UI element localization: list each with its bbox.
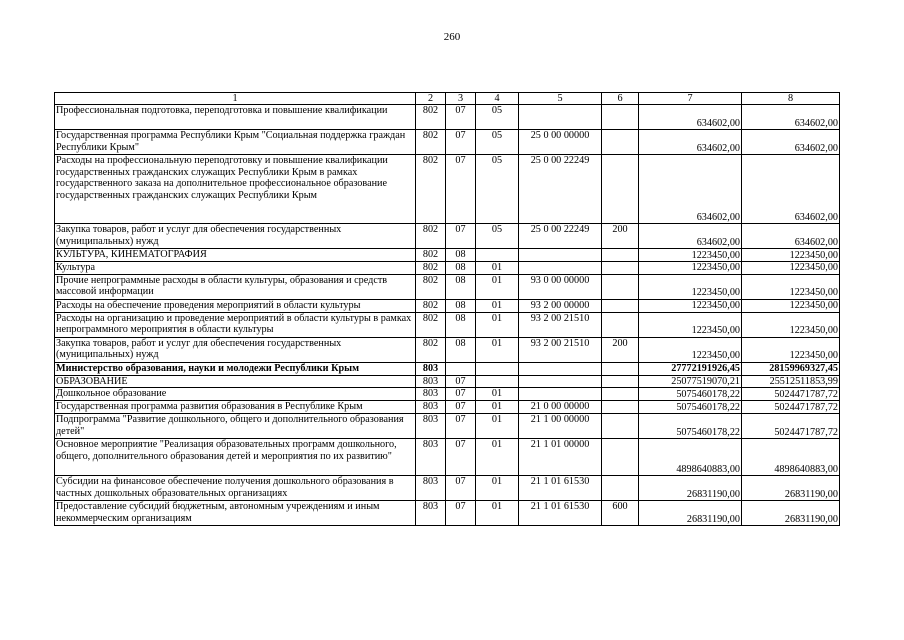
cell-ved: 802 <box>416 274 446 299</box>
table-row <box>55 362 840 375</box>
table-row <box>55 337 840 362</box>
cell-expense-type <box>602 414 639 439</box>
cell-expense-type <box>602 362 639 375</box>
cell-name: Государственная программа Республики Крым "Социальная поддержка граждан Республики Крым" <box>55 130 416 155</box>
cell-section: 07 <box>446 105 476 130</box>
table-row <box>55 476 840 501</box>
cell-sum-year-1: 5075460178,22 <box>639 401 742 414</box>
cell-target-article: 93 2 00 21510 <box>519 337 602 362</box>
cell-section: 07 <box>446 401 476 414</box>
cell-ved: 802 <box>416 337 446 362</box>
cell-subsection: 01 <box>476 388 519 401</box>
cell-target-article: 93 2 00 00000 <box>519 299 602 312</box>
cell-ved: 803 <box>416 414 446 439</box>
cell-target-article <box>519 362 602 375</box>
table-row <box>55 501 840 526</box>
cell-section: 08 <box>446 262 476 274</box>
cell-name: Расходы на обеспечение проведения мероприятий в области культуры <box>55 299 416 312</box>
cell-subsection: 01 <box>476 401 519 414</box>
cell-sum-year-1: 1223450,00 <box>639 299 742 312</box>
table-row <box>55 414 840 439</box>
cell-section <box>446 362 476 375</box>
cell-target-article: 21 0 00 00000 <box>519 401 602 414</box>
cell-name: Министерство образования, науки и молодежи Республики Крым <box>55 362 416 375</box>
header-col-5: 5 <box>519 93 602 105</box>
cell-name: Расходы на организацию и проведение мероприятий в области культуры в рамках непрограммного мероприятия в области культуры <box>55 312 416 337</box>
cell-sum-year-2: 1223450,00 <box>742 337 840 362</box>
table-row <box>55 224 840 249</box>
cell-ved: 802 <box>416 155 446 224</box>
cell-expense-type <box>602 249 639 262</box>
budget-table <box>54 92 840 526</box>
cell-section: 07 <box>446 414 476 439</box>
cell-expense-type <box>602 439 639 476</box>
cell-name: Субсидии на финансовое обеспечение получения дошкольного образования в частных дошкольных образовательных организациях <box>55 476 416 501</box>
cell-sum-year-2: 5024471787,72 <box>742 401 840 414</box>
header-row <box>55 93 840 105</box>
cell-ved: 802 <box>416 312 446 337</box>
cell-section: 07 <box>446 388 476 401</box>
cell-sum-year-2: 634602,00 <box>742 224 840 249</box>
cell-sum-year-1: 1223450,00 <box>639 262 742 274</box>
cell-name: Профессиональная подготовка, переподготовка и повышение квалификации <box>55 105 416 130</box>
cell-section: 07 <box>446 155 476 224</box>
cell-sum-year-2: 634602,00 <box>742 130 840 155</box>
cell-sum-year-2: 1223450,00 <box>742 299 840 312</box>
table-row <box>55 249 840 262</box>
cell-target-article <box>519 375 602 387</box>
cell-section: 07 <box>446 501 476 526</box>
cell-sum-year-2: 5024471787,72 <box>742 414 840 439</box>
table-row <box>55 274 840 299</box>
cell-target-article: 21 1 01 61530 <box>519 501 602 526</box>
cell-section: 08 <box>446 337 476 362</box>
cell-ved: 802 <box>416 249 446 262</box>
cell-sum-year-2: 634602,00 <box>742 105 840 130</box>
cell-section: 08 <box>446 299 476 312</box>
cell-subsection: 05 <box>476 105 519 130</box>
cell-sum-year-1: 25077519070,21 <box>639 375 742 387</box>
header-col-8: 8 <box>742 93 840 105</box>
cell-ved: 803 <box>416 439 446 476</box>
cell-sum-year-2: 634602,00 <box>742 155 840 224</box>
cell-sum-year-2: 26831190,00 <box>742 501 840 526</box>
cell-ved: 802 <box>416 105 446 130</box>
cell-name: Расходы на профессиональную переподготовку и повышение квалификации государственных гражданских служащих Республики Крым в рамках государственного заказа на дополнительное профессиональное образование государственных гражданских служащих Республики Крым <box>55 155 416 224</box>
cell-sum-year-1: 634602,00 <box>639 105 742 130</box>
cell-sum-year-2: 1223450,00 <box>742 249 840 262</box>
header-col-1: 1 <box>55 93 416 105</box>
cell-subsection: 01 <box>476 476 519 501</box>
cell-ved: 803 <box>416 476 446 501</box>
table-row <box>55 299 840 312</box>
cell-sum-year-1: 1223450,00 <box>639 249 742 262</box>
cell-expense-type: 200 <box>602 337 639 362</box>
cell-sum-year-1: 1223450,00 <box>639 337 742 362</box>
cell-expense-type <box>602 130 639 155</box>
cell-subsection: 05 <box>476 130 519 155</box>
cell-ved: 802 <box>416 262 446 274</box>
cell-name: КУЛЬТУРА, КИНЕМАТОГРАФИЯ <box>55 249 416 262</box>
cell-subsection: 01 <box>476 262 519 274</box>
table-row <box>55 439 840 476</box>
table-row <box>55 312 840 337</box>
table-row <box>55 375 840 387</box>
cell-target-article: 21 1 00 00000 <box>519 414 602 439</box>
header-col-7: 7 <box>639 93 742 105</box>
cell-target-article: 21 1 01 61530 <box>519 476 602 501</box>
cell-target-article: 25 0 00 22249 <box>519 224 602 249</box>
cell-ved: 803 <box>416 362 446 375</box>
cell-section: 07 <box>446 439 476 476</box>
cell-sum-year-2: 1223450,00 <box>742 262 840 274</box>
cell-expense-type <box>602 312 639 337</box>
cell-subsection: 05 <box>476 224 519 249</box>
table-row <box>55 155 840 224</box>
cell-target-article: 25 0 00 22249 <box>519 155 602 224</box>
cell-sum-year-1: 634602,00 <box>639 224 742 249</box>
header-col-2: 2 <box>416 93 446 105</box>
cell-ved: 802 <box>416 224 446 249</box>
cell-name: Прочие непрограммные расходы в области культуры, образования и средств массовой информации <box>55 274 416 299</box>
cell-subsection: 05 <box>476 155 519 224</box>
cell-expense-type <box>602 262 639 274</box>
cell-target-article <box>519 388 602 401</box>
cell-sum-year-1: 26831190,00 <box>639 501 742 526</box>
table-row <box>55 262 840 274</box>
cell-sum-year-1: 5075460178,22 <box>639 414 742 439</box>
cell-subsection <box>476 249 519 262</box>
cell-sum-year-2: 26831190,00 <box>742 476 840 501</box>
header-col-4: 4 <box>476 93 519 105</box>
cell-ved: 803 <box>416 401 446 414</box>
cell-sum-year-1: 27772191926,45 <box>639 362 742 375</box>
cell-expense-type <box>602 155 639 224</box>
cell-section: 08 <box>446 312 476 337</box>
cell-section: 07 <box>446 476 476 501</box>
cell-subsection: 01 <box>476 312 519 337</box>
cell-subsection: 01 <box>476 337 519 362</box>
cell-sum-year-2: 25512511853,99 <box>742 375 840 387</box>
header-col-3: 3 <box>446 93 476 105</box>
cell-sum-year-1: 1223450,00 <box>639 274 742 299</box>
cell-section: 07 <box>446 130 476 155</box>
cell-ved: 802 <box>416 130 446 155</box>
cell-sum-year-1: 4898640883,00 <box>639 439 742 476</box>
cell-target-article: 93 2 00 21510 <box>519 312 602 337</box>
table-row <box>55 388 840 401</box>
cell-name: Предоставление субсидий бюджетным, автономным учреждениям и иным некоммерческим организациям <box>55 501 416 526</box>
cell-name: Государственная программа развития образования в Республике Крым <box>55 401 416 414</box>
cell-subsection: 01 <box>476 439 519 476</box>
cell-subsection <box>476 362 519 375</box>
cell-target-article <box>519 105 602 130</box>
cell-target-article: 25 0 00 00000 <box>519 130 602 155</box>
cell-sum-year-1: 1223450,00 <box>639 312 742 337</box>
cell-sum-year-1: 634602,00 <box>639 130 742 155</box>
cell-sum-year-2: 28159969327,45 <box>742 362 840 375</box>
cell-section: 07 <box>446 375 476 387</box>
cell-ved: 802 <box>416 299 446 312</box>
cell-name: Культура <box>55 262 416 274</box>
table-row <box>55 105 840 130</box>
cell-section: 07 <box>446 224 476 249</box>
cell-subsection: 01 <box>476 274 519 299</box>
cell-name: ОБРАЗОВАНИЕ <box>55 375 416 387</box>
table-row <box>55 401 840 414</box>
cell-name: Дошкольное образование <box>55 388 416 401</box>
cell-ved: 803 <box>416 388 446 401</box>
cell-ved: 803 <box>416 501 446 526</box>
cell-subsection: 01 <box>476 299 519 312</box>
cell-subsection <box>476 375 519 387</box>
cell-sum-year-1: 26831190,00 <box>639 476 742 501</box>
cell-name: Закупка товаров, работ и услуг для обеспечения государственных (муниципальных) нужд <box>55 224 416 249</box>
cell-expense-type <box>602 375 639 387</box>
cell-sum-year-1: 5075460178,22 <box>639 388 742 401</box>
table-row <box>55 130 840 155</box>
cell-target-article <box>519 249 602 262</box>
cell-name: Подпрограмма "Развитие дошкольного, общего и дополнительного образования детей" <box>55 414 416 439</box>
cell-subsection: 01 <box>476 501 519 526</box>
cell-expense-type <box>602 476 639 501</box>
cell-expense-type <box>602 388 639 401</box>
cell-target-article <box>519 262 602 274</box>
cell-name: Закупка товаров, работ и услуг для обеспечения государственных (муниципальных) нужд <box>55 337 416 362</box>
header-col-6: 6 <box>602 93 639 105</box>
cell-expense-type: 200 <box>602 224 639 249</box>
cell-sum-year-1: 634602,00 <box>639 155 742 224</box>
cell-name: Основное мероприятие "Реализация образовательных программ дошкольного, общего, дополнительного образования детей и мероприятия по их развитию" <box>55 439 416 476</box>
cell-expense-type <box>602 274 639 299</box>
cell-expense-type <box>602 401 639 414</box>
cell-expense-type <box>602 299 639 312</box>
cell-target-article: 93 0 00 00000 <box>519 274 602 299</box>
cell-expense-type <box>602 105 639 130</box>
cell-section: 08 <box>446 249 476 262</box>
cell-subsection: 01 <box>476 414 519 439</box>
cell-ved: 803 <box>416 375 446 387</box>
cell-sum-year-2: 5024471787,72 <box>742 388 840 401</box>
cell-sum-year-2: 1223450,00 <box>742 312 840 337</box>
page-number: 260 <box>443 31 461 43</box>
cell-sum-year-2: 1223450,00 <box>742 274 840 299</box>
cell-target-article: 21 1 01 00000 <box>519 439 602 476</box>
cell-sum-year-2: 4898640883,00 <box>742 439 840 476</box>
cell-section: 08 <box>446 274 476 299</box>
cell-expense-type: 600 <box>602 501 639 526</box>
